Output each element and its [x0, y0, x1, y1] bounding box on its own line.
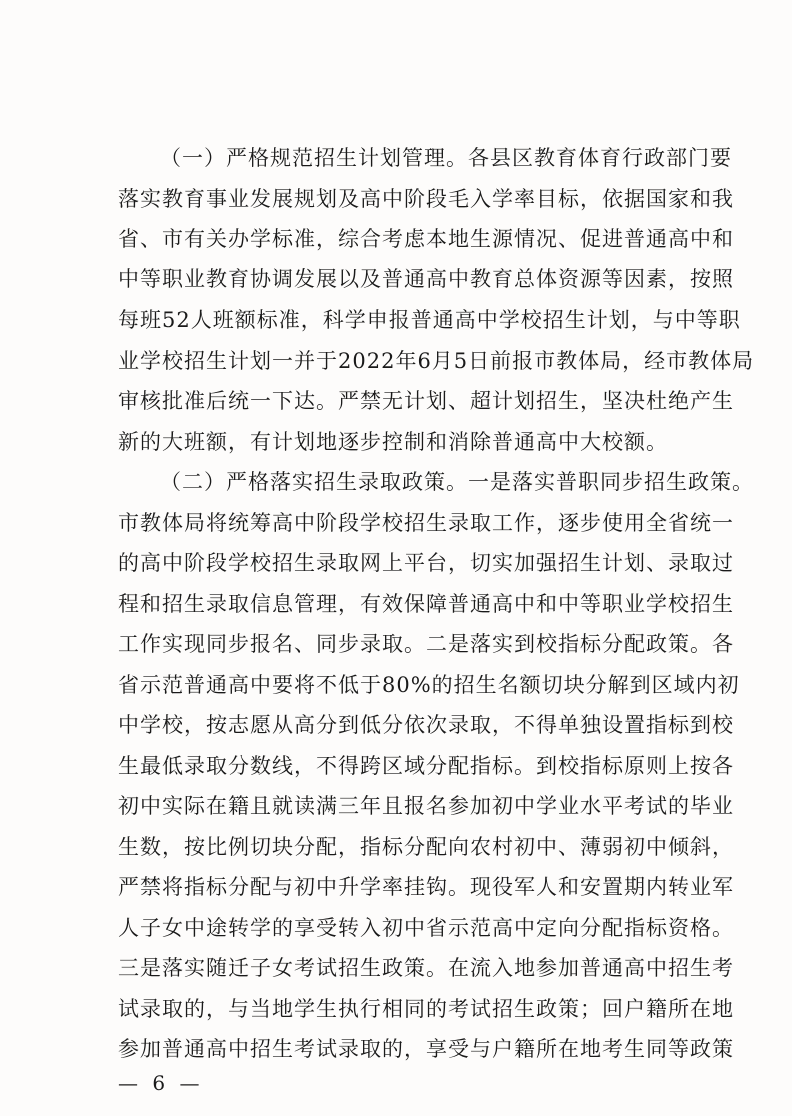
paragraph-line: （一）严格规范招生计划管理。各县区教育体育行政部门要: [160, 146, 732, 170]
paragraph-line: 三是落实随迁子女考试招生政策。在流入地参加普通高中招生考: [118, 956, 734, 980]
paragraph-line: 省、市有关办学标准，综合考虑本地生源情况、促进普通高中和: [118, 227, 734, 251]
paragraph-line: 工作实现同步报名、同步录取。二是落实到校指标分配政策。各: [118, 632, 734, 656]
paragraph-line: 严禁将指标分配与初中升学率挂钩。现役军人和安置期内转业军: [118, 875, 734, 899]
paragraph-line: 省示范普通高中要将不低于80%的招生名额切块分解到区域内初: [118, 673, 740, 697]
paragraph-line: 中学校，按志愿从高分到低分依次录取，不得单独设置指标到校: [118, 713, 734, 737]
paragraph-line: 业学校招生计划一并于2022年6月5日前报市教体局，经市教体局: [118, 349, 755, 373]
paragraph-line: 的高中阶段学校招生录取网上平台，切实加强招生计划、录取过: [118, 551, 734, 575]
paragraph-line: 新的大班额，有计划地逐步控制和消除普通高中大校额。: [118, 430, 668, 454]
paragraph-line: 试录取的，与当地学生执行相同的考试招生政策；回户籍所在地: [118, 997, 734, 1021]
paragraph-line: 生最低录取分数线，不得跨区域分配指标。到校指标原则上按各: [118, 754, 734, 778]
paragraph-line: 人子女中途转学的享受转入初中省示范高中定向分配指标资格。: [118, 916, 734, 940]
paragraph-line: 审核批准后统一下达。严禁无计划、超计划招生，坚决杜绝产生: [118, 389, 734, 413]
paragraph-line: 程和招生录取信息管理，有效保障普通高中和中等职业学校招生: [118, 592, 734, 616]
paragraph-line: 生数，按比例切块分配，指标分配向农村初中、薄弱初中倾斜，: [118, 835, 734, 859]
paragraph-line: 中等职业教育协调发展以及普通高中教育总体资源等因素，按照: [118, 267, 734, 291]
paragraph-line: （二）严格落实招生录取政策。一是落实普职同步招生政策。: [160, 470, 754, 494]
paragraph-line: 参加普通高中招生考试录取的，享受与户籍所在地考生同等政策: [118, 1037, 734, 1061]
page-number: — 6 —: [118, 1071, 204, 1095]
paragraph-line: 市教体局将统筹高中阶段学校招生录取工作，逐步使用全省统一: [118, 511, 734, 535]
paragraph-line: 每班52人班额标准，科学申报普通高中学校招生计划，与中等职: [118, 308, 741, 332]
paragraph-line: 落实教育事业发展规划及高中阶段毛入学率目标，依据国家和我: [118, 187, 734, 211]
paragraph-line: 初中实际在籍且就读满三年且报名参加初中学业水平考试的毕业: [118, 794, 734, 818]
